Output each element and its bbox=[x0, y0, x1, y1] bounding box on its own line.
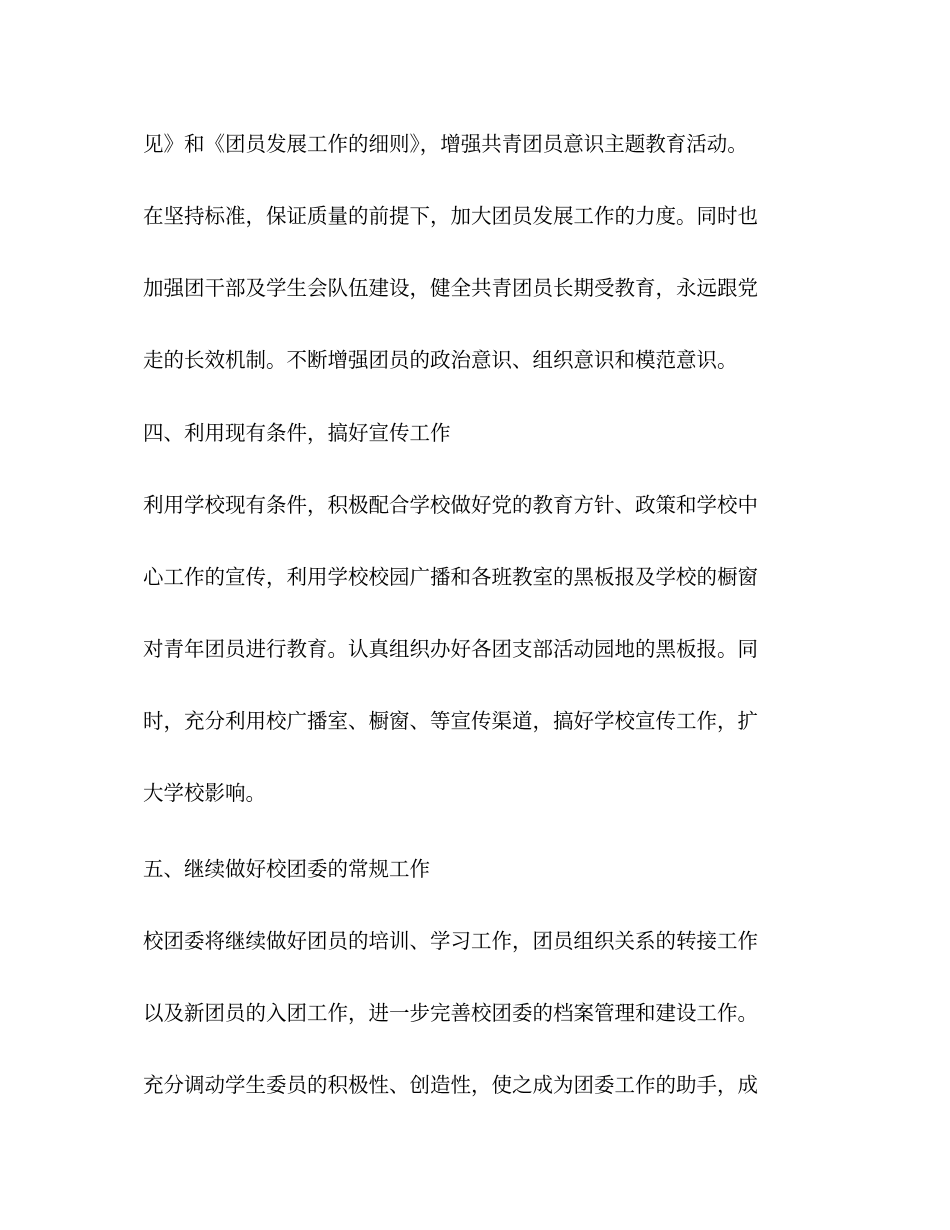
paragraph-line-9: 大学校影响。 bbox=[143, 781, 266, 805]
paragraph-line-4: 走的长效机制。不断增强团员的政治意识、组织意识和模范意识。 bbox=[143, 348, 738, 372]
paragraph-line-5: 利用学校现有条件，积极配合学校做好党的教育方针、政策和学校中 bbox=[143, 493, 758, 517]
paragraph-line-3: 加强团干部及学生会队伍建设，健全共青团员长期受教育，永远跟党 bbox=[143, 276, 758, 300]
section-heading-4: 四、利用现有条件，搞好宣传工作 bbox=[143, 421, 451, 445]
paragraph-line-7: 对青年团员进行教育。认真组织办好各团支部活动园地的黑板报。同 bbox=[143, 637, 758, 661]
paragraph-line-6: 心工作的宣传，利用学校校园广播和各班教室的黑板报及学校的橱窗 bbox=[143, 565, 758, 589]
paragraph-line-10: 校团委将继续做好团员的培训、学习工作，团员组织关系的转接工作 bbox=[143, 929, 758, 953]
paragraph-line-2: 在坚持标准，保证质量的前提下，加大团员发展工作的力度。同时也 bbox=[143, 204, 758, 228]
paragraph-line-11: 以及新团员的入团工作，进一步完善校团委的档案管理和建设工作。 bbox=[143, 1001, 758, 1025]
section-heading-5: 五、继续做好校团委的常规工作 bbox=[143, 857, 430, 881]
paragraph-line-1: 见》和《团员发展工作的细则》，增强共青团员意识主题教育活动。 bbox=[143, 132, 748, 156]
paragraph-line-8: 时，充分利用校广播室、橱窗、等宣传渠道，搞好学校宣传工作，扩 bbox=[143, 709, 758, 733]
paragraph-line-12: 充分调动学生委员的积极性、创造性，使之成为团委工作的助手，成 bbox=[143, 1073, 758, 1097]
